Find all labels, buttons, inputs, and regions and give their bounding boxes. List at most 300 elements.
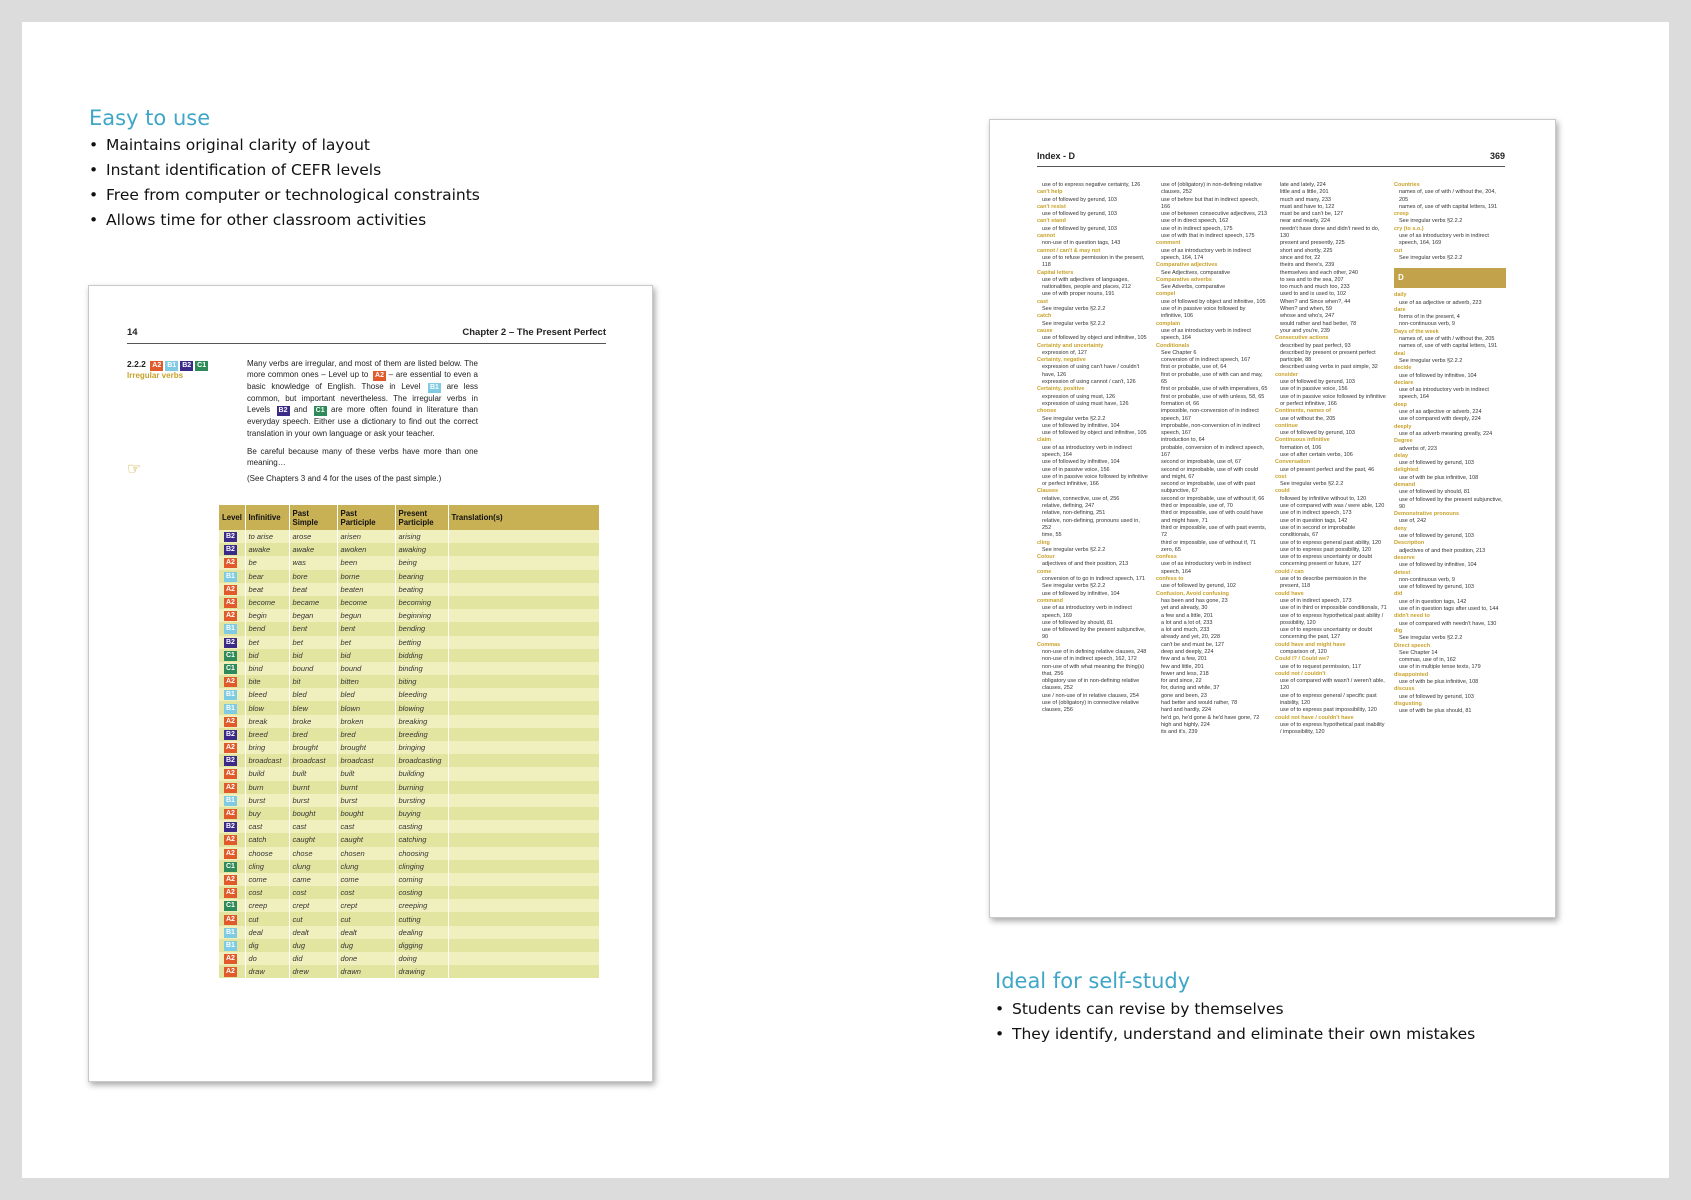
index-term: Capital letters bbox=[1037, 269, 1074, 276]
level-cell bbox=[219, 965, 245, 978]
level-cell bbox=[219, 926, 245, 939]
translation-cell[interactable] bbox=[448, 833, 600, 846]
verb-cell: bid bbox=[245, 649, 289, 662]
table-header-row bbox=[219, 505, 600, 530]
level-badge: A2 bbox=[226, 915, 235, 923]
verb-cell: broken bbox=[337, 715, 395, 728]
index-entry: theirs and there's, 239 bbox=[1280, 262, 1335, 269]
index-entry: zero, 65 bbox=[1161, 546, 1181, 553]
bullet-item: • They identify, understand and eliminate their own mistakes bbox=[995, 1022, 1475, 1047]
table-row bbox=[219, 847, 600, 860]
verb-cell: catching bbox=[395, 833, 448, 846]
index-column bbox=[1037, 182, 1149, 715]
verb-cell: bought bbox=[289, 807, 337, 820]
verb-cell: becoming bbox=[395, 596, 448, 609]
index-term: deep bbox=[1394, 401, 1407, 408]
index-entry: use of followed by gerund, 103 bbox=[1280, 379, 1355, 386]
index-entry: use of to express hypothetical past inability / impossibility, 120 bbox=[1280, 721, 1385, 736]
level-badge: A2 bbox=[226, 810, 235, 818]
translation-cell[interactable] bbox=[448, 556, 600, 569]
verb-cell: deal bbox=[245, 926, 289, 939]
index-term: come bbox=[1037, 568, 1052, 575]
verb-cell: was bbox=[289, 556, 337, 569]
table-row bbox=[219, 543, 600, 556]
verb-cell: built bbox=[289, 767, 337, 780]
index-entry: use of followed by object and infinitive, 105 bbox=[1042, 430, 1147, 437]
level-badge: B1 bbox=[226, 941, 235, 949]
verb-cell: burst bbox=[337, 794, 395, 807]
index-group-c bbox=[1394, 182, 1506, 262]
verb-cell: beat bbox=[245, 583, 289, 596]
index-entry: would rather and had better, 78 bbox=[1280, 320, 1357, 327]
translation-cell[interactable] bbox=[448, 741, 600, 754]
verb-cell: dig bbox=[245, 939, 289, 952]
index-entry: use of followed by object and infinitive, 105 bbox=[1042, 335, 1147, 342]
translation-cell[interactable] bbox=[448, 570, 600, 583]
level-cell bbox=[219, 847, 245, 860]
level-cell bbox=[219, 556, 245, 569]
index-entry: second or improbable, use of with could and might, 67 bbox=[1161, 466, 1258, 480]
index-entry: use of as introductory verb in indirect speech, 164, 169 bbox=[1399, 233, 1489, 247]
level-cell bbox=[219, 886, 245, 899]
index-entry: use of compared with was / were able, 120 bbox=[1280, 503, 1385, 510]
translation-cell[interactable] bbox=[448, 583, 600, 596]
index-entry: hard and hardly, 224 bbox=[1161, 707, 1212, 714]
verb-cell: been bbox=[337, 556, 395, 569]
level-badge: A2 bbox=[226, 717, 235, 725]
index-entry: use of followed by gerund, 103 bbox=[1399, 584, 1474, 591]
index-term: Days of the week bbox=[1394, 328, 1439, 335]
verb-cell: beginning bbox=[395, 609, 448, 622]
index-term: could have bbox=[1275, 590, 1304, 597]
index-entry: use of in multiple tense texts, 179 bbox=[1399, 664, 1481, 671]
table-row bbox=[219, 688, 600, 701]
translation-cell[interactable] bbox=[448, 701, 600, 714]
section-title: Irregular verbs bbox=[127, 371, 184, 380]
column-header: Past Simple bbox=[289, 505, 337, 530]
verb-cell: awoken bbox=[337, 543, 395, 556]
level-badge: C1 bbox=[226, 862, 235, 870]
index-entry: names of, use of with / without the, 205 bbox=[1399, 336, 1495, 343]
verb-cell: dealing bbox=[395, 926, 448, 939]
translation-cell[interactable] bbox=[448, 543, 600, 556]
index-entry: use of followed by gerund, 102 bbox=[1161, 583, 1236, 590]
verb-cell: crept bbox=[289, 899, 337, 912]
index-entry: See irregular verbs §2.2.2 bbox=[1042, 320, 1106, 327]
translation-cell[interactable] bbox=[448, 754, 600, 767]
index-term: could have and might have bbox=[1275, 641, 1346, 648]
index-term: can't stand bbox=[1037, 218, 1066, 225]
translation-cell[interactable] bbox=[448, 899, 600, 912]
index-entry: use of as adjective or adverb, 224 bbox=[1399, 409, 1482, 416]
verb-cell: bred bbox=[337, 728, 395, 741]
index-term: complain bbox=[1156, 320, 1181, 327]
table-row bbox=[219, 833, 600, 846]
index-term: didn't need to bbox=[1394, 613, 1430, 620]
level-badge: A2 bbox=[226, 836, 235, 844]
verb-cell: bound bbox=[289, 662, 337, 675]
translation-cell[interactable] bbox=[448, 873, 600, 886]
verb-cell: buying bbox=[395, 807, 448, 820]
level-badge: A2 bbox=[226, 955, 235, 963]
index-entry: needn't have done and didn't need to do, 130 bbox=[1280, 225, 1380, 240]
verb-cell: bred bbox=[289, 728, 337, 741]
index-entry: use of in indirect speech, 173 bbox=[1280, 597, 1352, 604]
index-entry: described by past perfect, 93 bbox=[1280, 342, 1351, 349]
index-entry: See Adjectives, comparative bbox=[1161, 269, 1231, 276]
translation-cell[interactable] bbox=[448, 609, 600, 622]
index-term: claim bbox=[1037, 437, 1052, 444]
verb-cell: cutting bbox=[395, 912, 448, 925]
index-term: deny bbox=[1394, 525, 1407, 532]
verb-cell: cast bbox=[245, 820, 289, 833]
verb-cell: bitten bbox=[337, 675, 395, 688]
verb-cell: began bbox=[289, 609, 337, 622]
table-row bbox=[219, 741, 600, 754]
index-entry: impossible, non-conversion of in indirect speech, 167 bbox=[1161, 408, 1259, 422]
verb-cell: came bbox=[289, 873, 337, 886]
index-entry: use of as adjective or adverb, 223 bbox=[1399, 299, 1482, 306]
index-term: cast bbox=[1037, 298, 1049, 305]
index-entry: See Adverbs, comparative bbox=[1161, 284, 1226, 291]
index-entry: When? and Since when?, 44 bbox=[1280, 298, 1351, 305]
level-cell bbox=[219, 688, 245, 701]
table-row bbox=[219, 596, 600, 609]
translation-cell[interactable] bbox=[448, 781, 600, 794]
verb-cell: bent bbox=[289, 622, 337, 635]
index-entry: See irregular verbs §2.2.2 bbox=[1399, 357, 1463, 364]
verb-cell: bled bbox=[289, 688, 337, 701]
verb-cell: bear bbox=[245, 570, 289, 583]
verb-cell: bit bbox=[289, 675, 337, 688]
translation-cell[interactable] bbox=[448, 820, 600, 833]
level-cell bbox=[219, 873, 245, 886]
index-entry: described using verbs in past simple, 32 bbox=[1280, 364, 1378, 371]
verb-cell: cut bbox=[245, 912, 289, 925]
index-entry: use of followed by gerund, 103 bbox=[1280, 430, 1355, 437]
index-term: discuss bbox=[1394, 686, 1415, 693]
index-entry: first or probable, use of with unless, 58, 65 bbox=[1161, 393, 1265, 400]
index-entry: yet and already, 30 bbox=[1161, 605, 1208, 612]
index-term: Conditionals bbox=[1156, 342, 1190, 349]
verb-cell: become bbox=[337, 596, 395, 609]
level-badge: A2 bbox=[226, 968, 235, 976]
index-entry: use of without the, 205 bbox=[1280, 415, 1336, 422]
table-row bbox=[219, 715, 600, 728]
table-row bbox=[219, 952, 600, 965]
index-term: confess to bbox=[1156, 576, 1184, 583]
page-number: 369 bbox=[1489, 151, 1505, 161]
level-cell bbox=[219, 939, 245, 952]
index-term: Countries bbox=[1394, 182, 1420, 188]
verb-cell: choosing bbox=[395, 847, 448, 860]
index-entry: use of to express past impossibility, 120 bbox=[1280, 707, 1377, 714]
table-row bbox=[219, 754, 600, 767]
index-term: delay bbox=[1394, 452, 1409, 459]
index-entry: adjectives of and their position, 213 bbox=[1042, 561, 1129, 568]
index-entry: use of as introductory verb in indirect speech, 164 bbox=[1399, 387, 1489, 401]
table-row bbox=[219, 728, 600, 741]
translation-cell[interactable] bbox=[448, 767, 600, 780]
index-entry: use of to describe permission in the present, 118 bbox=[1280, 576, 1367, 590]
level-badge: A2 bbox=[226, 678, 235, 686]
translation-cell[interactable] bbox=[448, 807, 600, 820]
verb-cell: bore bbox=[289, 570, 337, 583]
table-row bbox=[219, 939, 600, 952]
index-entry: use of to express uncertainty or doubt concerning present or future, 127 bbox=[1280, 554, 1373, 568]
verb-cell: arisen bbox=[337, 530, 395, 543]
verb-cell: binding bbox=[395, 662, 448, 675]
index-entry: second or improbable, use of with past subjunctive, 67 bbox=[1161, 481, 1256, 495]
verb-cell: become bbox=[245, 596, 289, 609]
irregular-verbs-table bbox=[219, 505, 600, 978]
index-entry: conversion of in indirect speech, 167 bbox=[1161, 357, 1251, 364]
level-badge: B1 bbox=[226, 572, 235, 580]
translation-cell[interactable] bbox=[448, 926, 600, 939]
book-page-right bbox=[989, 119, 1556, 918]
verb-cell: caught bbox=[337, 833, 395, 846]
index-entry: gone and been, 23 bbox=[1161, 692, 1207, 699]
index-entry: use of in passive voice followed by infinitive or perfect infinitive, 166 bbox=[1280, 393, 1386, 407]
bullet-item: • Free from computer or technological constraints bbox=[89, 183, 480, 208]
index-entry: names of, use of with / without the, 204, 205 bbox=[1399, 189, 1496, 203]
index-entry: must and have to, 122 bbox=[1280, 203, 1335, 210]
verb-cell: bought bbox=[337, 807, 395, 820]
verb-cell: drawing bbox=[395, 965, 448, 978]
verb-cell: bringing bbox=[395, 741, 448, 754]
level-cell bbox=[219, 781, 245, 794]
index-entry: time, 55 bbox=[1042, 532, 1062, 539]
table-row bbox=[219, 570, 600, 583]
verb-cell: blew bbox=[289, 701, 337, 714]
index-term: cannot / can't & may not bbox=[1037, 247, 1101, 254]
verb-cell: creep bbox=[245, 899, 289, 912]
index-entry: use of followed by gerund, 103 bbox=[1042, 225, 1117, 232]
verb-cell: bleed bbox=[245, 688, 289, 701]
index-entry: See irregular verbs §2.2.2 bbox=[1042, 415, 1106, 422]
page-header bbox=[127, 325, 606, 344]
index-entry: use of to express uncertainty or doubt concerning the past, 127 bbox=[1280, 627, 1373, 641]
index-entry: already and yet, 20, 228 bbox=[1161, 634, 1221, 641]
index-entry: much and many, 233 bbox=[1280, 196, 1331, 203]
verb-cell: burn bbox=[245, 781, 289, 794]
index-entry: for and since, 22 bbox=[1161, 678, 1202, 685]
verb-cell: bend bbox=[245, 622, 289, 635]
level-cell bbox=[219, 543, 245, 556]
index-entry: introduction to, 64 bbox=[1161, 437, 1205, 444]
level-cell bbox=[219, 899, 245, 912]
index-entry: since and for, 22 bbox=[1280, 254, 1321, 261]
index-term: did bbox=[1394, 591, 1403, 598]
index-entry: use of to express general / specific past inability, 120 bbox=[1280, 692, 1377, 707]
index-term: dare bbox=[1394, 306, 1406, 313]
table-row bbox=[219, 583, 600, 596]
index-term: deserve bbox=[1394, 554, 1415, 561]
index-entry: When? and when, 59 bbox=[1280, 306, 1332, 313]
level-badge: B1 bbox=[226, 691, 235, 699]
index-entry: use of between consecutive adjectives, 213 bbox=[1161, 211, 1268, 218]
verb-cell: blowing bbox=[395, 701, 448, 714]
index-entry: use of followed by infinitive, 104 bbox=[1042, 590, 1120, 597]
verb-cell: digging bbox=[395, 939, 448, 952]
index-entry: use of followed by infinitive, 104 bbox=[1399, 372, 1477, 379]
index-entry: names of, use of with capital letters, 191 bbox=[1399, 343, 1498, 350]
index-entry: must be and can't be, 127 bbox=[1280, 211, 1344, 218]
translation-cell[interactable] bbox=[448, 847, 600, 860]
table-row bbox=[219, 860, 600, 873]
column-header: Infinitive bbox=[245, 505, 289, 530]
index-entry: use of in passive voice followed by infinitive, 106 bbox=[1161, 306, 1246, 320]
translation-cell[interactable] bbox=[448, 596, 600, 609]
index-entry: use of to refuse permission in the present, 118 bbox=[1042, 254, 1145, 269]
index-term: cling bbox=[1037, 539, 1050, 546]
index-entry: See irregular verbs §2.2.2 bbox=[1399, 254, 1463, 261]
level-badge: B2 bbox=[226, 533, 235, 541]
index-entry: use of with proper nouns, 191 bbox=[1042, 291, 1115, 298]
index-term: could not have / couldn't have bbox=[1275, 714, 1354, 721]
index-entry: first or probable, use of with imperatives, 65 bbox=[1161, 386, 1268, 393]
translation-cell[interactable] bbox=[448, 636, 600, 649]
translation-cell[interactable] bbox=[448, 688, 600, 701]
translation-cell[interactable] bbox=[448, 912, 600, 925]
translation-cell[interactable] bbox=[448, 622, 600, 635]
verb-cell: beat bbox=[289, 583, 337, 596]
index-entry: a few and a little, 201 bbox=[1161, 612, 1213, 619]
translation-cell[interactable] bbox=[448, 530, 600, 543]
level-cell bbox=[219, 675, 245, 688]
index-entry: use of to request permission, 117 bbox=[1280, 663, 1361, 670]
level-cell bbox=[219, 794, 245, 807]
verb-cell: bid bbox=[337, 649, 395, 662]
verb-cell: bind bbox=[245, 662, 289, 675]
index-entry: use of with adjectives of languages, nationalities, people and places, 212 bbox=[1042, 276, 1131, 291]
level-badge: B2 bbox=[226, 823, 235, 831]
verb-cell: catch bbox=[245, 833, 289, 846]
index-term: delighted bbox=[1394, 467, 1419, 474]
index-entry: use of in passive voice, 156 bbox=[1042, 466, 1110, 473]
translation-cell[interactable] bbox=[448, 939, 600, 952]
level-badge: C1 bbox=[226, 651, 235, 659]
level-cell bbox=[219, 741, 245, 754]
level-badge: B2 bbox=[278, 407, 288, 415]
index-term: Consecutive actions bbox=[1275, 335, 1329, 342]
table-row bbox=[219, 781, 600, 794]
index-entry: followed by infinitive without to, 120 bbox=[1280, 495, 1367, 502]
level-badge: B2 bbox=[226, 638, 235, 646]
translation-cell[interactable] bbox=[448, 675, 600, 688]
index-term: decide bbox=[1394, 365, 1412, 372]
index-entry: obligatory use of in non-defining relative clauses, 252 bbox=[1042, 678, 1140, 692]
index-term: disappointed bbox=[1394, 671, 1429, 678]
table-row bbox=[219, 636, 600, 649]
level-badge: B1 bbox=[167, 362, 177, 369]
verb-cell: bursting bbox=[395, 794, 448, 807]
level-badge: A2 bbox=[226, 849, 235, 857]
index-term: Direct speech bbox=[1394, 642, 1431, 649]
index-entry: use of compared with wasn't / weren't able, 120 bbox=[1280, 678, 1385, 692]
verb-cell: bring bbox=[245, 741, 289, 754]
translation-cell[interactable] bbox=[448, 662, 600, 675]
verb-cell: broadcast bbox=[337, 754, 395, 767]
index-entry: use of to express hypothetical past ability / possibility, 120 bbox=[1280, 612, 1384, 626]
index-column bbox=[1394, 182, 1506, 715]
index-entry: use of followed by gerund, 103 bbox=[1399, 693, 1474, 700]
index-entry: third or impossible, use of without if, 71 bbox=[1161, 539, 1257, 546]
easy-to-use-list bbox=[89, 133, 480, 233]
table-row bbox=[219, 662, 600, 675]
verb-cell: clung bbox=[289, 860, 337, 873]
index-entry: See irregular verbs §2.2.2 bbox=[1280, 481, 1344, 488]
level-badge: A2 bbox=[226, 599, 235, 607]
level-badge: C1 bbox=[197, 362, 207, 369]
verb-cell: burst bbox=[245, 794, 289, 807]
index-entry: few and little, 201 bbox=[1161, 663, 1204, 670]
translation-cell[interactable] bbox=[448, 952, 600, 965]
index-entry: forms of in the present, 4 bbox=[1399, 314, 1460, 321]
level-badge: A2 bbox=[152, 362, 162, 369]
index-entry: use of followed by gerund, 103 bbox=[1399, 460, 1474, 467]
index-entry: See irregular verbs §2.2.2 bbox=[1399, 218, 1463, 225]
translation-cell[interactable] bbox=[448, 860, 600, 873]
level-badge: A2 bbox=[226, 783, 235, 791]
index-entry: used to and is used to, 102 bbox=[1280, 291, 1347, 298]
verb-cell: bet bbox=[337, 636, 395, 649]
index-term: continue bbox=[1275, 422, 1298, 429]
index-entry: use of present perfect and the past, 46 bbox=[1280, 466, 1375, 473]
verb-cell: done bbox=[337, 952, 395, 965]
pointing-hand-icon: ☞ bbox=[127, 461, 142, 478]
level-cell bbox=[219, 728, 245, 741]
translation-cell[interactable] bbox=[448, 715, 600, 728]
translation-cell[interactable] bbox=[448, 794, 600, 807]
translation-cell[interactable] bbox=[448, 886, 600, 899]
index-entry: present and presently, 225 bbox=[1280, 240, 1345, 247]
index-term: comment bbox=[1156, 240, 1181, 247]
index-term: declare bbox=[1394, 379, 1414, 386]
translation-cell[interactable] bbox=[448, 965, 600, 978]
verb-cell: to arise bbox=[245, 530, 289, 543]
verb-cell: clinging bbox=[395, 860, 448, 873]
verb-cell: breed bbox=[245, 728, 289, 741]
verb-cell: dug bbox=[337, 939, 395, 952]
index-entry: relative, defining, 247 bbox=[1042, 503, 1095, 510]
table-row bbox=[219, 767, 600, 780]
index-term: Description bbox=[1394, 540, 1425, 547]
index-entry: deep and deeply, 224 bbox=[1161, 649, 1214, 655]
verb-cell: burst bbox=[289, 794, 337, 807]
index-entry: use of in third or impossible conditionals, 71 bbox=[1280, 605, 1387, 612]
level-cell bbox=[219, 833, 245, 846]
verb-cell: casting bbox=[395, 820, 448, 833]
verb-cell: buy bbox=[245, 807, 289, 820]
verb-cell: drawn bbox=[337, 965, 395, 978]
table-row bbox=[219, 886, 600, 899]
level-badge: C1 bbox=[315, 407, 325, 415]
verb-cell: bet bbox=[245, 636, 289, 649]
translation-cell[interactable] bbox=[448, 728, 600, 741]
verb-cell: breeding bbox=[395, 728, 448, 741]
verb-cell: beating bbox=[395, 583, 448, 596]
index-entry: use / non-use of in relative clauses, 254 bbox=[1042, 692, 1139, 699]
index-entry: use of as introductory verb in indirect speech, 164 bbox=[1161, 327, 1251, 342]
index-entry: use of with that in indirect speech, 175 bbox=[1161, 233, 1255, 240]
index-entry: comparison of, 120 bbox=[1280, 649, 1327, 655]
index-entry: use of in question tags after used to, 144 bbox=[1399, 606, 1499, 613]
translation-cell[interactable] bbox=[448, 649, 600, 662]
index-entry: use of with be plus infinitive, 108 bbox=[1399, 474, 1479, 481]
verb-cell: begin bbox=[245, 609, 289, 622]
index-term: command bbox=[1037, 597, 1063, 604]
